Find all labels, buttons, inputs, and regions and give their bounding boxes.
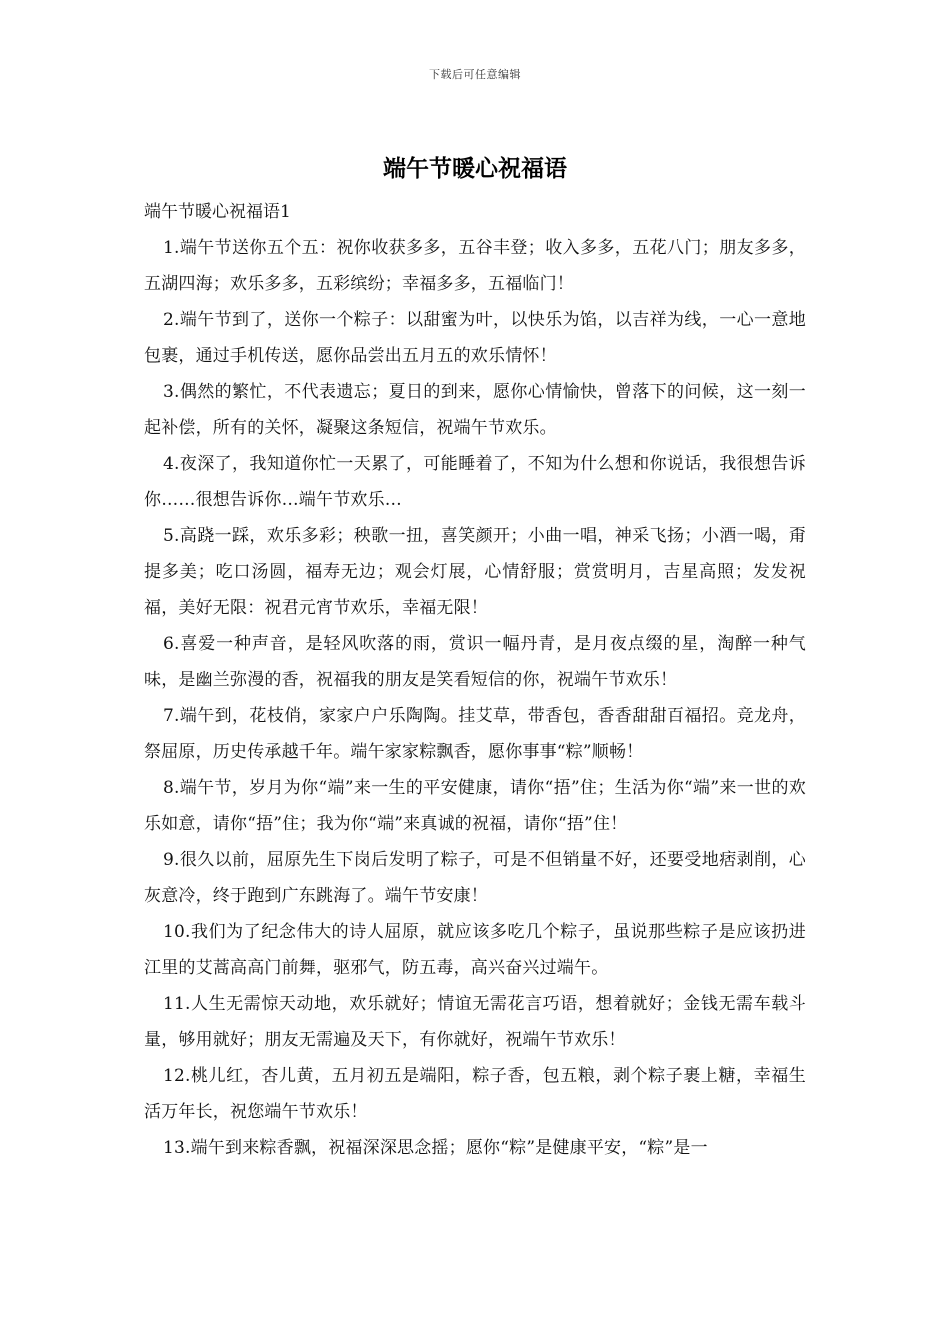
paragraph-1: 1.端午节送你五个五：祝你收获多多，五谷丰登；收入多多，五花八门；朋友多多，五湖四海；欢乐多多，五彩缤纷；幸福多多，五福临门！ [144,238,806,294]
paragraph-3: 3.偶然的繁忙，不代表遗忘；夏日的到来，愿你心情愉快，曾落下的问候，这一刻一起补偿，所有的关怀，凝聚这条短信，祝端午节欢乐。 [144,382,806,438]
paragraph-12: 12.桃儿红，杏儿黄，五月初五是端阳，粽子香，包五粮，剥个粽子裹上糖，幸福生活万年长，祝您端午节欢乐！ [144,1066,806,1122]
header-note: 下载后可任意编辑 [429,68,521,81]
section-heading: 端午节暖心祝福语1 [144,202,291,222]
document-title: 端午节暖心祝福语 [383,155,567,182]
document-body [144,194,806,1166]
paragraph-11: 11.人生无需惊天动地，欢乐就好；情谊无需花言巧语，想着就好；金钱无需车载斗量，够用就好；朋友无需遍及天下，有你就好，祝端午节欢乐！ [144,994,806,1050]
paragraph-8: 8.端午节，岁月为你“端”来一生的平安健康，请你“捂”住；生活为你“端”来一世的欢乐如意，请你“捂”住；我为你“端”来真诚的祝福，请你“捂”住！ [144,778,806,834]
paragraph-4: 4.夜深了，我知道你忙一天累了，可能睡着了，不知为什么想和你说话，我很想告诉你……很想告诉你…端午节欢乐… [144,454,806,510]
paragraph-9: 9.很久以前，屈原先生下岗后发明了粽子，可是不但销量不好，还要受地痞剥削，心灰意冷，终于跑到广东跳海了。端午节安康！ [144,850,806,906]
paragraph-10: 10.我们为了纪念伟大的诗人屈原，就应该多吃几个粽子，虽说那些粽子是应该扔进江里的艾蒿高高门前舞，驱邪气，防五毒，高兴奋兴过端午。 [144,922,806,978]
paragraph-5: 5.高跷一踩，欢乐多彩；秧歌一扭，喜笑颜开；小曲一唱，神采飞扬；小酒一喝，甭提多美；吃口汤圆，福寿无边；观会灯展，心情舒服；赏赏明月，吉星高照；发发祝福，美好无限：祝君元宵节欢乐，幸福无限！ [144,526,806,618]
paragraph-6: 6.喜爱一种声音，是轻风吹落的雨，赏识一幅丹青，是月夜点缀的星，淘醉一种气味，是幽兰弥漫的香，祝福我的朋友是笑看短信的你，祝端午节欢乐！ [144,634,806,690]
paragraph-2: 2.端午节到了，送你一个粽子：以甜蜜为叶，以快乐为馅，以吉祥为线，一心一意地包裹，通过手机传送，愿你品尝出五月五的欢乐情怀！ [144,310,806,366]
paragraph-13: 13.端午到来粽香飘，祝福深深思念摇；愿你“粽”是健康平安，“粽”是一 [163,1138,708,1158]
paragraph-7: 7.端午到，花枝俏，家家户户乐陶陶。挂艾草，带香包，香香甜甜百福招。竞龙舟，祭屈原，历史传承越千年。端午家家粽飘香，愿你事事“粽”顺畅！ [144,706,806,762]
